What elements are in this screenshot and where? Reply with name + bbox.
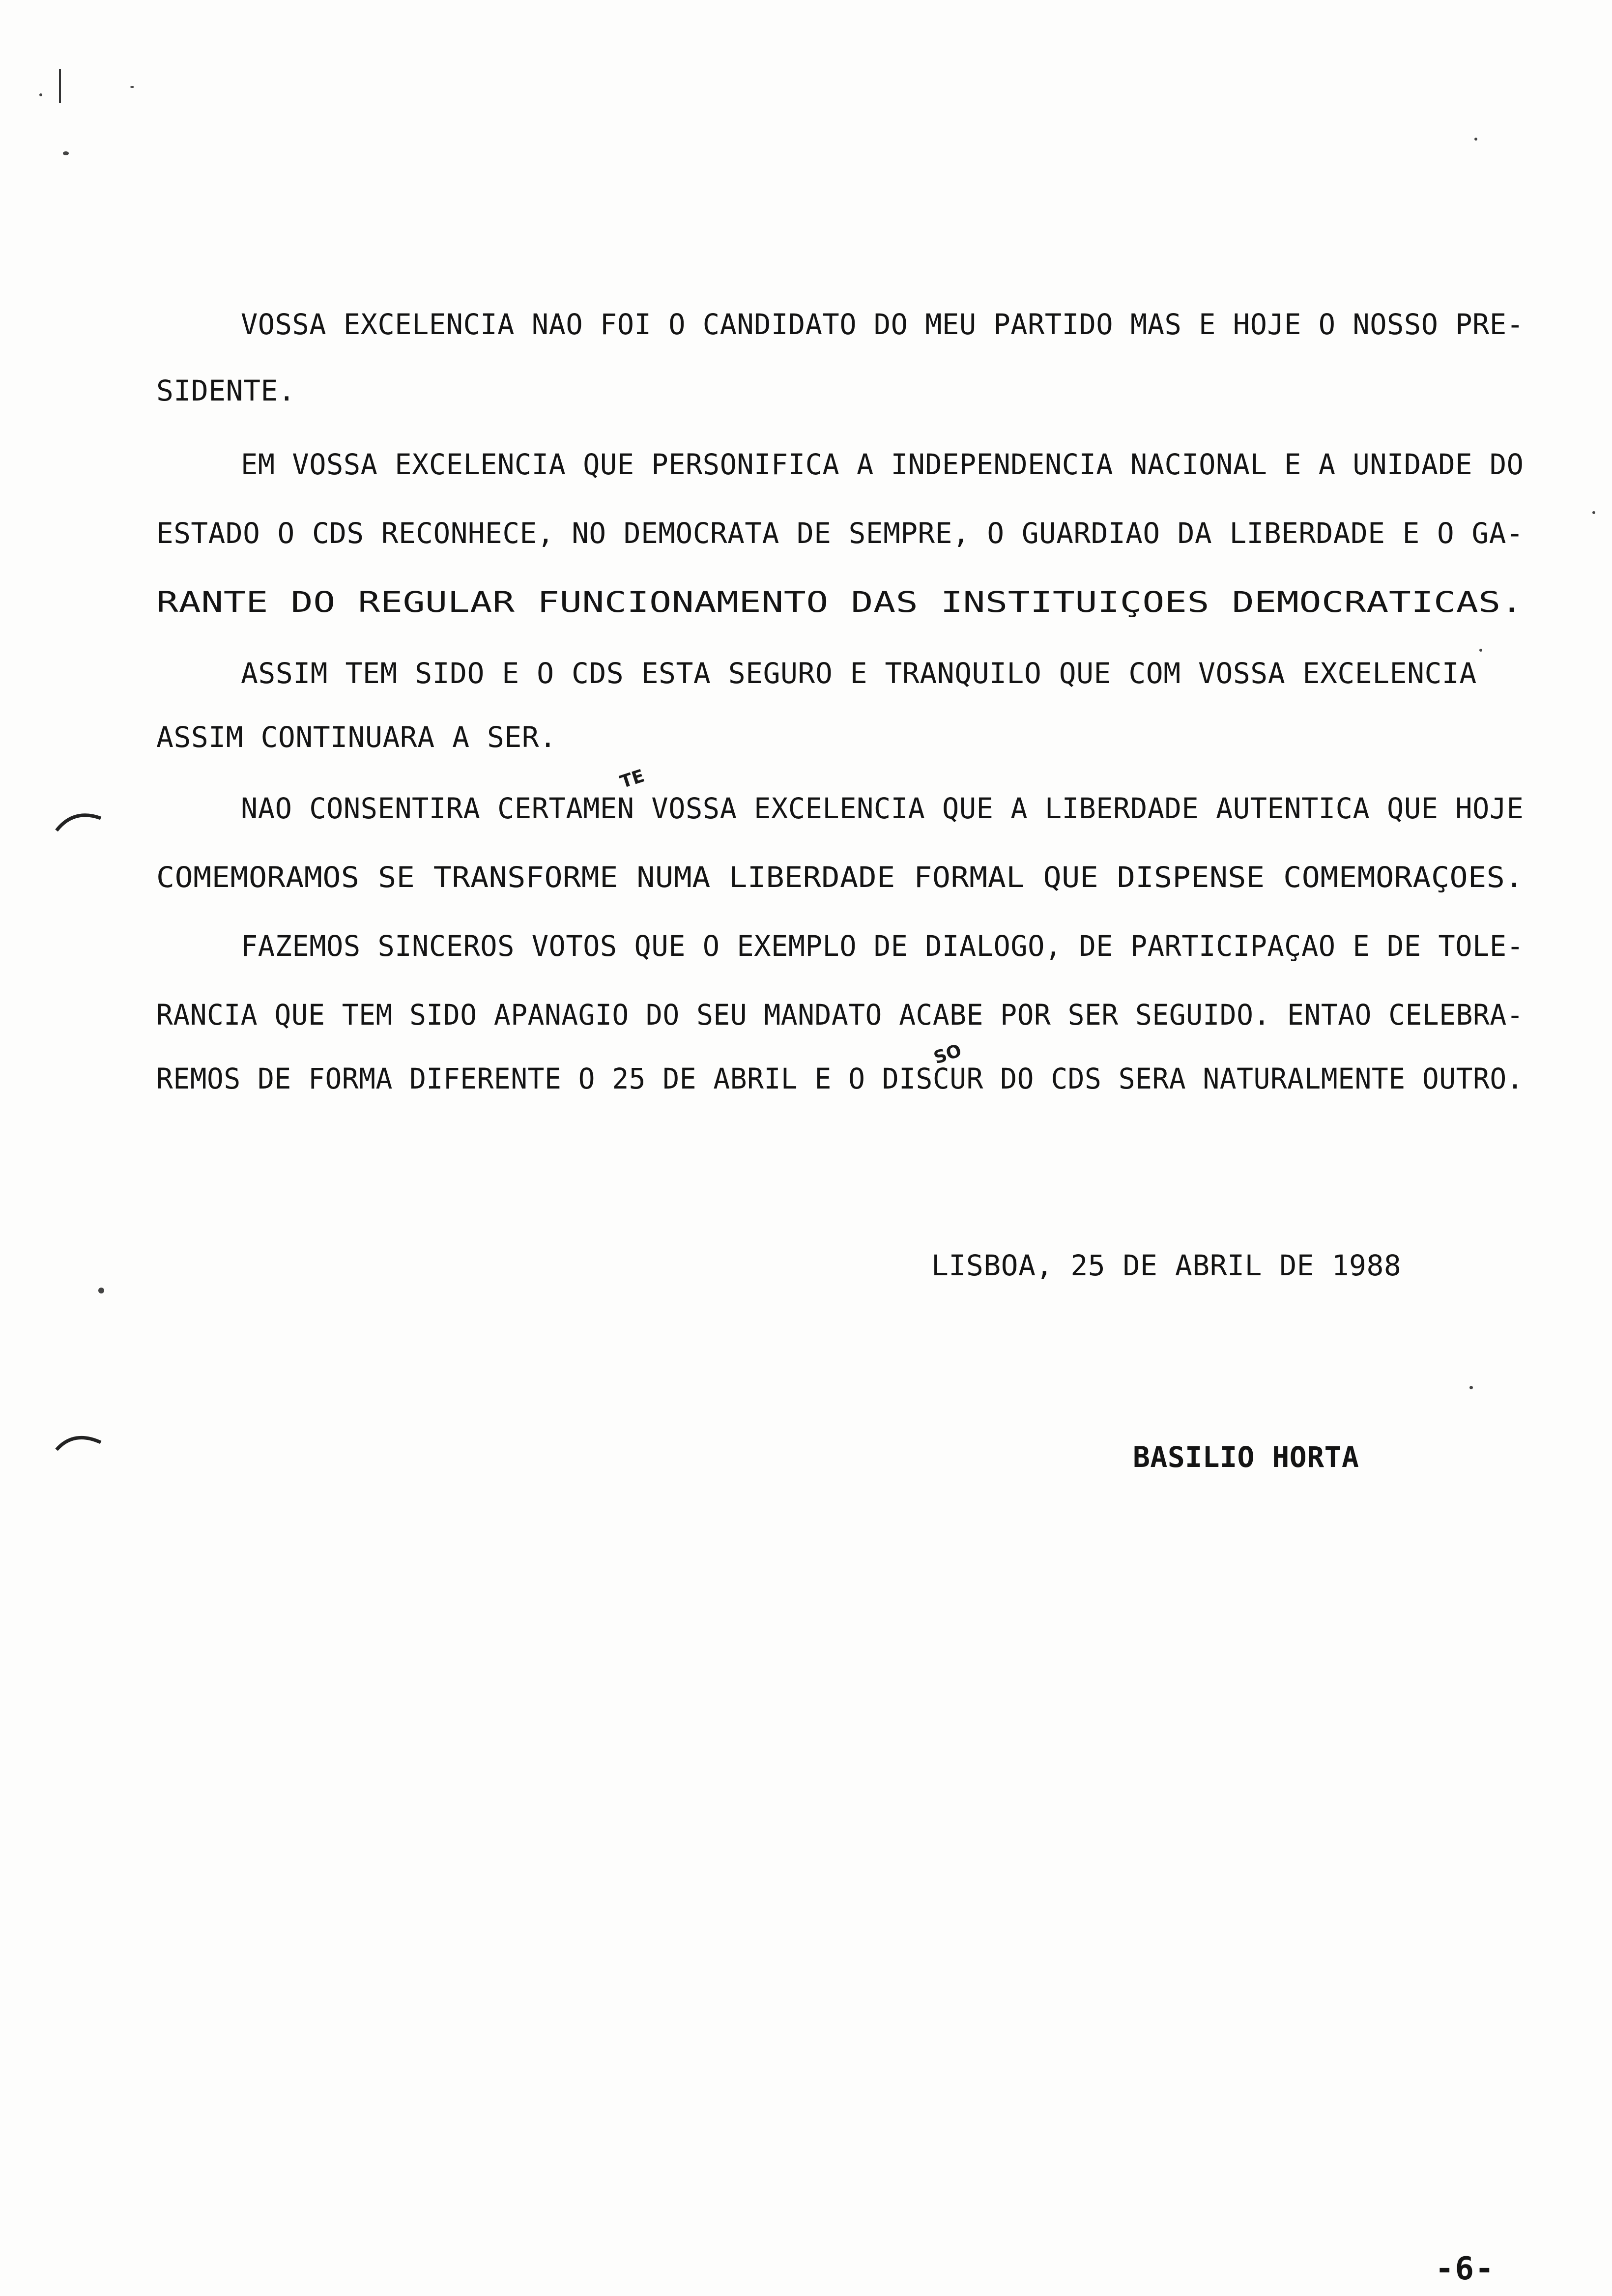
scan-speck — [1469, 1386, 1473, 1389]
scan-speck — [130, 86, 134, 88]
text-line: ASSIM CONTINUARA A SER. — [156, 720, 557, 754]
scan-speck — [98, 1288, 104, 1293]
scan-speck — [1479, 649, 1482, 652]
scan-speck — [1592, 511, 1595, 514]
text-line: COMEMORAMOS SE TRANSFORME NUMA LIBERDADE FORMAL QUE DISPENSE COMEMORAÇOES. — [156, 861, 1524, 894]
text-line: ASSIM TEM SIDO E O CDS ESTA SEGURO E TRANQUILO QUE COM VOSSA EXCELENCIA — [241, 657, 1477, 690]
handwritten-insert-so: SO — [931, 1040, 964, 1068]
place-date: LISBOA, 25 DE ABRIL DE 1988 — [931, 1249, 1402, 1282]
handwritten-insert-te: TE — [617, 766, 647, 793]
text-line: FAZEMOS SINCEROS VOTOS QUE O EXEMPLO DE DIALOGO, DE PARTICIPAÇAO E DE TOLE- — [241, 929, 1524, 963]
text-line: RANTE DO REGULAR FUNCIONAMENTO DAS INSTITUIÇOES DEMOCRATICAS. — [156, 585, 1524, 619]
text-line: EM VOSSA EXCELENCIA QUE PERSONIFICA A INDEPENDENCIA NACIONAL E A UNIDADE DO — [241, 448, 1524, 481]
margin-curl-mark — [54, 1425, 103, 1455]
text-line: REMOS DE FORMA DIFERENTE O 25 DE ABRIL E O DISCUR DO CDS SERA NATURALMENTE OUTRO. — [156, 1062, 1524, 1095]
margin-curl-mark — [54, 806, 103, 835]
page-number: -6- — [1435, 2251, 1495, 2287]
text-line: NAO CONSENTIRA CERTAMEN VOSSA EXCELENCIA QUE A LIBERDADE AUTENTICA QUE HOJE — [241, 792, 1524, 825]
scan-speck — [1474, 138, 1477, 141]
text-line: VOSSA EXCELENCIA NAO FOI O CANDIDATO DO MEU PARTIDO MAS E HOJE O NOSSO PRE- — [241, 308, 1524, 341]
text-line: SIDENTE. — [156, 374, 296, 407]
scan-artifact-top-left — [59, 69, 64, 103]
text-line: RANCIA QUE TEM SIDO APANAGIO DO SEU MANDATO ACABE POR SER SEGUIDO. ENTAO CELEBRA- — [156, 998, 1524, 1032]
text-line: ESTADO O CDS RECONHECE, NO DEMOCRATA DE SEMPRE, O GUARDIAO DA LIBERDADE E O GA- — [156, 517, 1524, 550]
scan-speck — [63, 151, 69, 155]
signature-name: BASILIO HORTA — [1133, 1440, 1359, 1474]
scan-speck — [39, 93, 42, 96]
